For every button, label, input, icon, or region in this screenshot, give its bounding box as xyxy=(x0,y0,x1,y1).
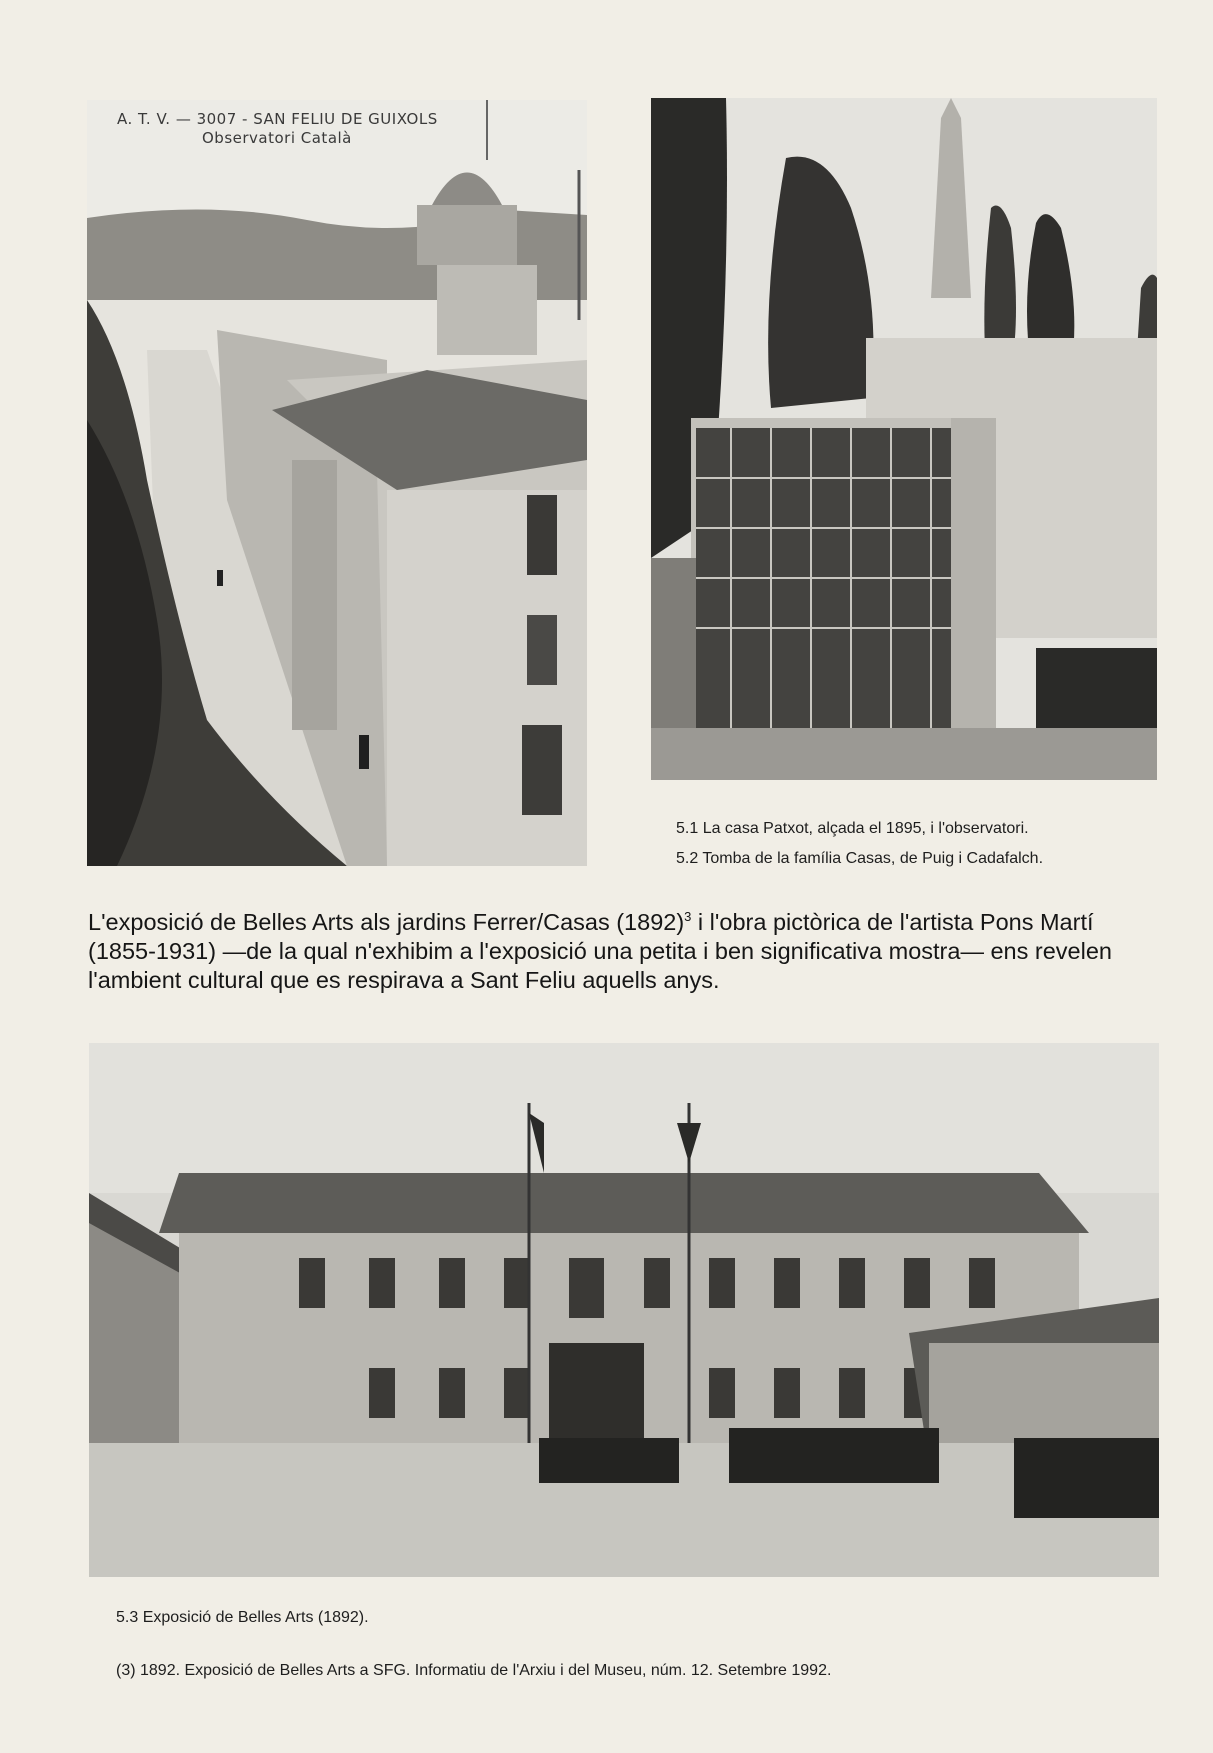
photo-observatori-image xyxy=(87,100,587,866)
paragraph-part-2: i l'obra pictòrica de l'artista Pons Martí (1855-1931) —de la qual n'exhibim a l'exposició una petita i ben significativa mostra— ens revelen l'ambient cultural que es respirava a Sant Feliu aquells anys. xyxy=(88,909,1112,993)
caption-5-3: 5.3 Exposició de Belles Arts (1892). xyxy=(116,1609,369,1626)
photo-observatori xyxy=(87,100,587,866)
body-paragraph xyxy=(88,908,1158,995)
postcard-line-1: A. T. V. — 3007 - SAN FELIU DE GUIXOLS xyxy=(117,110,438,128)
footnote-ref: 3 xyxy=(684,909,692,925)
postcard-line-2: Observatori Català xyxy=(202,129,352,147)
photo-exposicio-image xyxy=(89,1043,1159,1577)
photo-tomba-casas xyxy=(651,98,1157,780)
photo-tomba-image xyxy=(651,98,1157,780)
caption-5-1: 5.1 La casa Patxot, alçada el 1895, i l'observatori. xyxy=(676,820,1029,837)
caption-5-2: 5.2 Tomba de la família Casas, de Puig i Cadafalch. xyxy=(676,850,1044,867)
paragraph-part-1: L'exposició de Belles Arts als jardins Ferrer/Casas (1892) xyxy=(88,909,685,935)
postcard-inscription xyxy=(117,110,438,148)
footnote: (3) 1892. Exposició de Belles Arts a SFG. Informatiu de l'Arxiu i del Museu, núm. 12. Setembre 1992. xyxy=(116,1662,832,1679)
photo-exposicio xyxy=(89,1043,1159,1577)
